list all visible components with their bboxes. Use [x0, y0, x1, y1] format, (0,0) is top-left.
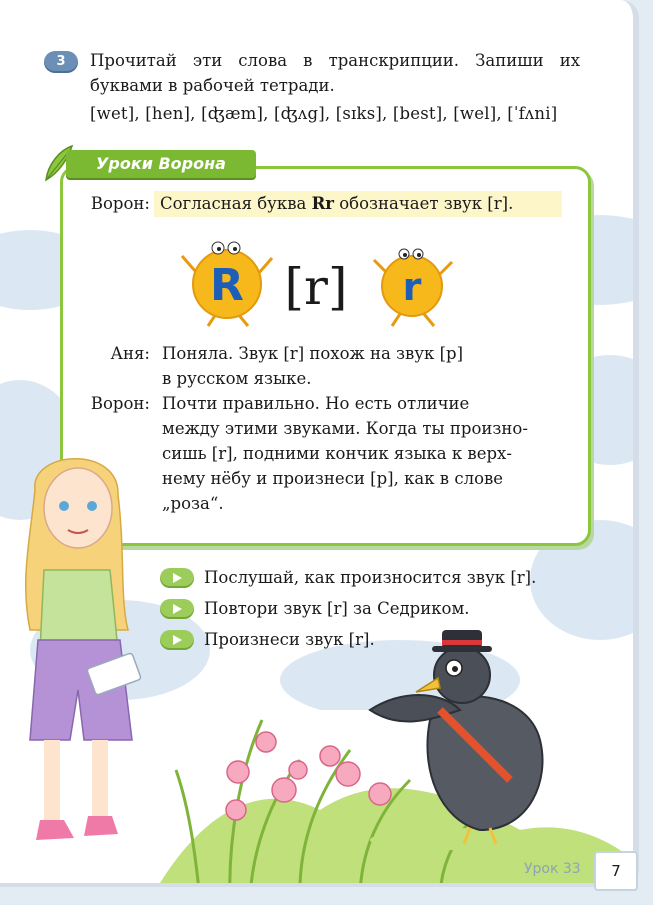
- letter-mascots: [178, 234, 458, 334]
- anya-line-2: в русском языке.: [162, 369, 312, 388]
- voron-line-3: сишь [r], подними кончик языка к верх-: [162, 444, 512, 463]
- speaker-voron-2: Ворон:: [90, 394, 150, 413]
- anya-reply: [162, 341, 562, 391]
- transcription-list: [wet], [hen], [ʤæm], [ʤʌg], [sɪks], [best], [wel], [ˈfʌni]: [90, 104, 558, 123]
- section-heading-label: Уроки Ворона: [66, 150, 256, 178]
- voron-line-5: „роза“.: [162, 494, 224, 513]
- voron-line-2: между этими звуками. Когда ты произно-: [162, 419, 528, 438]
- voron-line-1: Почти правильно. Но есть отличие: [162, 394, 470, 413]
- uppercase-r-ball: [182, 242, 272, 326]
- voron-line-4: нему нёбу и произнеси [р], как в слове: [162, 469, 504, 488]
- girl-anya-illustration: [0, 450, 160, 880]
- instruction-pronounce-text: Произнеси звук [r].: [204, 630, 375, 649]
- page-number: 7: [594, 851, 638, 891]
- task-number-badge: 3: [44, 51, 78, 73]
- rule-letter: Rr: [311, 194, 334, 213]
- rule-text-pre: Согласная буква: [160, 194, 312, 213]
- svg-text:R: R: [210, 260, 244, 311]
- lowercase-r-ball: [374, 249, 452, 326]
- raven-illustration: [360, 630, 580, 850]
- rule-text-post: обозначает звук [r].: [333, 194, 514, 213]
- play-icon[interactable]: [160, 568, 194, 588]
- anya-line-1: Поняла. Звук [r] похож на звук [р]: [162, 344, 464, 363]
- task-instruction: Прочитай эти слова в транскрипции. Запиши их буквами в рабочей тетради.: [90, 51, 580, 95]
- play-icon[interactable]: [160, 630, 194, 650]
- lesson-number: Урок 33: [524, 861, 581, 877]
- rule-text: [160, 191, 513, 216]
- speaker-voron-1: Ворон:: [90, 194, 150, 213]
- speaker-anya: Аня:: [110, 344, 150, 363]
- instruction-repeat-text: Повтори звук [r] за Седриком.: [204, 599, 470, 618]
- play-icon[interactable]: [160, 599, 194, 619]
- voron-reply: [162, 391, 572, 516]
- phoneme-symbol: [r]: [284, 258, 348, 316]
- svg-text:r: r: [402, 265, 422, 309]
- instruction-listen-text: Послушай, как произносится звук [r].: [204, 568, 537, 587]
